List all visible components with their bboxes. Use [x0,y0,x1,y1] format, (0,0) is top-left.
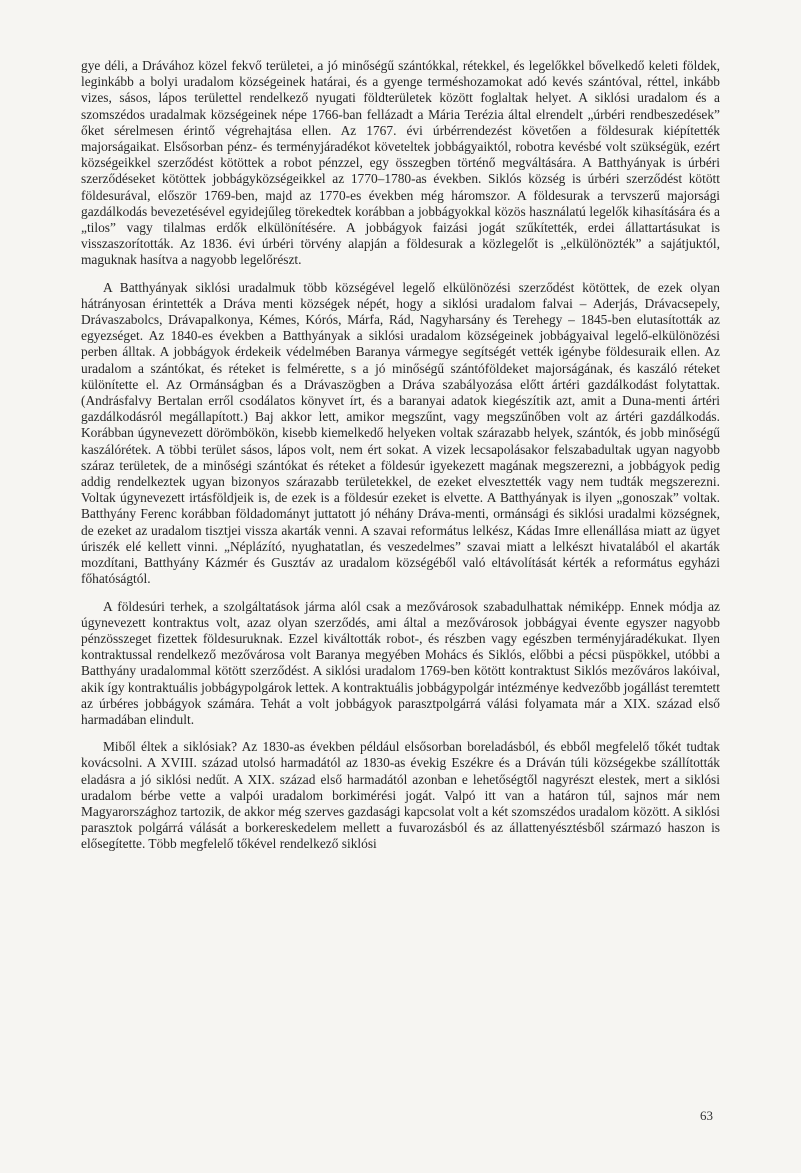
body-text [81,58,720,864]
paragraph-2: A Batthyányak siklósi uradalmuk több községével legelő elkülönözési szerződést kötöttek, de ezek olyan hátrányosan érintették a Dráva menti községek népét, hogy a siklósi uradalom falvai – Aderjás, Drávacsepely, Drávaszabolcs, Drávapalkonya, Kémes, Kórós, Márfa, Rád, Nagyharsány és Terehegy – 1845-ben elutasították az egyezséget. Az 1840-es években a Batthyányak a siklósi uradalom községeinek jobbágyaival legelő-elkülönözési perben álltak. A jobbágyok érdekeik védelmében Baranya vármegye segítségét vették igénybe földesuraik ellen. Az uradalom a szántókat, és réteket is felmérette, s a jó minőségű szántóföldeket majorságának, és kaszáló réteket különítette el. Az Ormánságban és a Drávaszögben a Dráva szabályozása előtt ártéri gazdálkodást folytattak. (Andrásfalvy Bertalan erről csodálatos könyvet írt, és a baranyai adatok kiegészítik azt, amit a Duna-menti ártéri gazdálkodásról megállapított.) Baj akkor lett, amikor megszűnt, vagy megszűnőben volt az ártéri gazdálkodás. Korábban úgynevezett dörömbökön, kisebb kiemelkedő helyeken voltak szárazabb helyek, szántók, és jobb minőségű kaszálórétek. A többi terület sásos, lápos volt, nem ért sokat. A vizek lecsapolásakor felszabadultak ugyan nagyobb száraz területek, de a minőségi szántókat és réteket a földesúr igyekezett magának megszerezni, a jobbágyok pedig addig rendelkeztek ugyan bizonyos szárazabb területekkel, de ezeket elvesztették vagy nem tudták megszerezni. Voltak úgynevezett irtásföldjeik is, de ezek is a földesúr ezeket is elvette. A Batthyányak is ilyen „gonoszak” voltak. Batthyány Ferenc korábban földadományt juttatott jó néhány Dráva-menti, ormánsági és siklósi uradalmi községnek, de ezeket az uradalom tisztjei vissza akarták venni. A szavai református lelkész, Kádas Imre ellenállása miatt az ügyet úriszék elé kellett vinni. „Néplázító, nyughatatlan, és veszedelmes” szavai miatt a lelkészt hivatalából el akarták mozdítani, Batthyány Kázmér és Gusztáv az uradalom községéből való eltávolítását kérték a református egyházi főhatóságtól. [81,279,720,587]
paragraph-4: Miből éltek a siklósiak? Az 1830-as években például elsősorban boreladásból, és ebből megfelelő tőkét tudtak kovácsolni. A XVIII. század utolsó harmadától az 1830-as évekig Eszékre és a Dráván túli községekbe szállították eladásra a jó siklósi nedűt. A XIX. század első harmadától azonban e lehetőségtől nagyrészt elestek, mert a siklósi uradalom bérbe vette a valpói uradalom borkimérési jogát. Valpó itt van a határon túl, sajnos már nem Magyarországhoz tartozik, de akkor még szerves gazdasági kapcsolat volt a két szomszédos uradalom között. A siklósi parasztok polgárrá válását a borkereskedelem mellett a fuvarozásból és az állattenyésztésből származó haszon is elősegítette. Több megfelelő tőkével rendelkező siklósi [81,739,720,852]
paragraph-1: gye déli, a Drávához közel fekvő területei, a jó minőségű szántókkal, rétekkel, és legelőkkel bővelkedő keleti földek, leginkább a bolyi uradalom községeinek határai, és a gyenge terméshozamokat adó kevés szántóval, réttel, inkább vizes, sásos, lápos területtel rendelkező nyugati földterületek között foglaltak helyet. A siklósi uradalom és a szomszédos uradalmak községeinek népe 1766-ban fellázadt a Mária Terézia által elrendelt „úrbéri rendbeszedések” őket sérelmesen érintő végrehajtása ellen. Az 1767. évi úrbérrendezést követően a földesurak kiépítették majorságaikat. Elsősorban pénz- és terményjáradékot követeltek jobbágyaiktól, robotra kevésbé volt szükségük, ezért községeikkel szerződést kötöttek a robot pénzzel, egy összegben történő megváltására. A Batthyányak is úrbéri szerződéseket kötöttek jobbágyközségeikkel az 1770–1780-as években. Siklós község is úrbéri szerződést kötött földesurával, először 1769-ben, majd az 1770-es években még háromszor. A földesurak a tervszerű majorsági gazdálkodás bevezetésével egyidejűleg törekedtek korábban a jobbágyokkal közös használatú legelők kihasítására és a „tilos” vagy tilalmas erdők elkülönítésére. A jobbágyok faizási jogát szűkítették, erdei állattartásukat is visszaszorították. Az 1836. évi úrbéri törvény alapján a földesurak a közlegelőt is „elkülönözték” a sajátjuktól, maguknak hasítva a nagyobb legelőrészt. [81,58,720,268]
page-number: 63 [700,1108,713,1123]
paragraph-3: A földesúri terhek, a szolgáltatások járma alól csak a mezővárosok szabadulhattak némiképp. Ennek módja az úgynevezett kontraktus volt, azaz olyan szerződés, ami által a mezővárosok jobbágyai évente egyszer nagyobb pénzösszeget fizettek földesuruknak. Ezzel kiváltották robot-, és részben vagy egészben terményjáradékukat. Ilyen kontraktussal rendelkező mezővárosa volt Baranya megyében Mohács és Siklós, előbbi a pécsi püspökkel, utóbbi a Batthyány uradalommal kötött szerződést. A siklósi uradalom 1769-ben kötött kontraktust Siklós mezőváros lakóival, akik így kontraktuális jobbágypolgárok lettek. A kontraktuális jobbágypolgár intézménye kedvezőbb jogállást teremtett az úrbéres jobbágyok számára. Tehát a volt jobbágyok parasztpolgárrá válási folyamata már a XIX. század első harmadában elindult. [81,598,720,727]
